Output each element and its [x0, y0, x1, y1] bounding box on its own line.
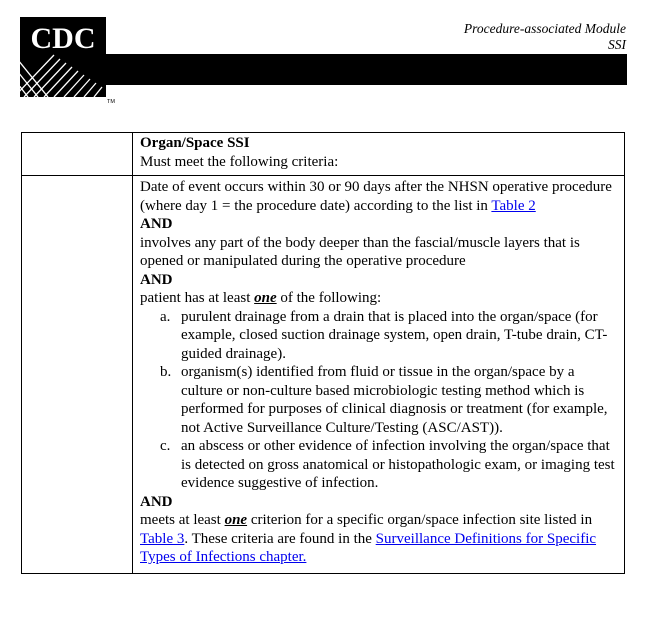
list-item-text: an abscess or other evidence of infection involving the organ/space that is detected on gross anatomical or histopathologic exam, or imaging test evidence suggestive of infection.	[181, 438, 615, 491]
list-item-text: organism(s) identified from fluid or tissue in the organ/space by a culture or non-culture based microbiologic testing method which is performed for purposes of clinical diagnosis or treatment (for example, not Active Surveillance Culture/Testing (ASC/AST)).	[181, 364, 608, 436]
header-bar	[104, 54, 627, 85]
cdc-logo-graphic	[20, 17, 115, 104]
criterion-specific-site: meets at least one criterion for a specific organ/space infection site listed in Table 3. These criteria are found in the Surveillance Definitions for Specific Types of Infections chapter.	[140, 512, 597, 565]
svg-text:TM: TM	[107, 99, 115, 104]
svg-text:CDC: CDC	[30, 22, 96, 55]
header-right-cell	[133, 133, 625, 176]
criterion-body-depth: involves any part of the body deeper than the fascial/muscle layers that is opened or manipulated during the operative procedure	[140, 234, 580, 269]
module-subtitle: SSI	[608, 37, 626, 52]
criteria-left-cell	[22, 176, 133, 574]
criteria-list	[140, 308, 615, 493]
list-marker: b.	[160, 364, 172, 380]
criterion-patient-has: patient has at least one of the following:	[140, 290, 382, 306]
list-item	[160, 308, 615, 364]
section-subtitle: Must meet the following criteria:	[140, 153, 339, 170]
criteria-table	[21, 132, 625, 574]
header-left-cell	[22, 133, 133, 176]
list-marker: a.	[160, 308, 171, 325]
table-3-link[interactable]: Table 3	[140, 530, 185, 547]
criteria-row	[22, 176, 625, 574]
table-header-row	[22, 133, 625, 176]
criterion-date-of-event: Date of event occurs within 30 or 90 days after the NHSN operative procedure (where day 1 = the procedure date) according to the list in Table 2	[140, 179, 612, 214]
surveillance-definitions-link[interactable]: Surveillance Definitions for Specific Types of Infections chapter.	[140, 530, 597, 565]
module-title: Procedure-associated Module	[463, 21, 626, 36]
and-keyword: AND	[140, 216, 173, 232]
list-item	[160, 363, 615, 437]
table-2-link[interactable]: Table 2	[491, 197, 536, 214]
list-marker: c.	[160, 438, 171, 454]
list-item-text: purulent drainage from a drain that is placed into the organ/space (for example, closed suction drainage system, open drain, T-tube drain, CT-guided drainage).	[181, 308, 608, 362]
section-title: Organ/Space SSI	[140, 135, 250, 151]
and-keyword: AND	[140, 271, 173, 288]
and-keyword: AND	[140, 493, 173, 510]
cdc-logo	[20, 17, 115, 104]
list-item	[160, 437, 615, 493]
criteria-cell	[133, 176, 625, 574]
module-header	[464, 21, 626, 53]
